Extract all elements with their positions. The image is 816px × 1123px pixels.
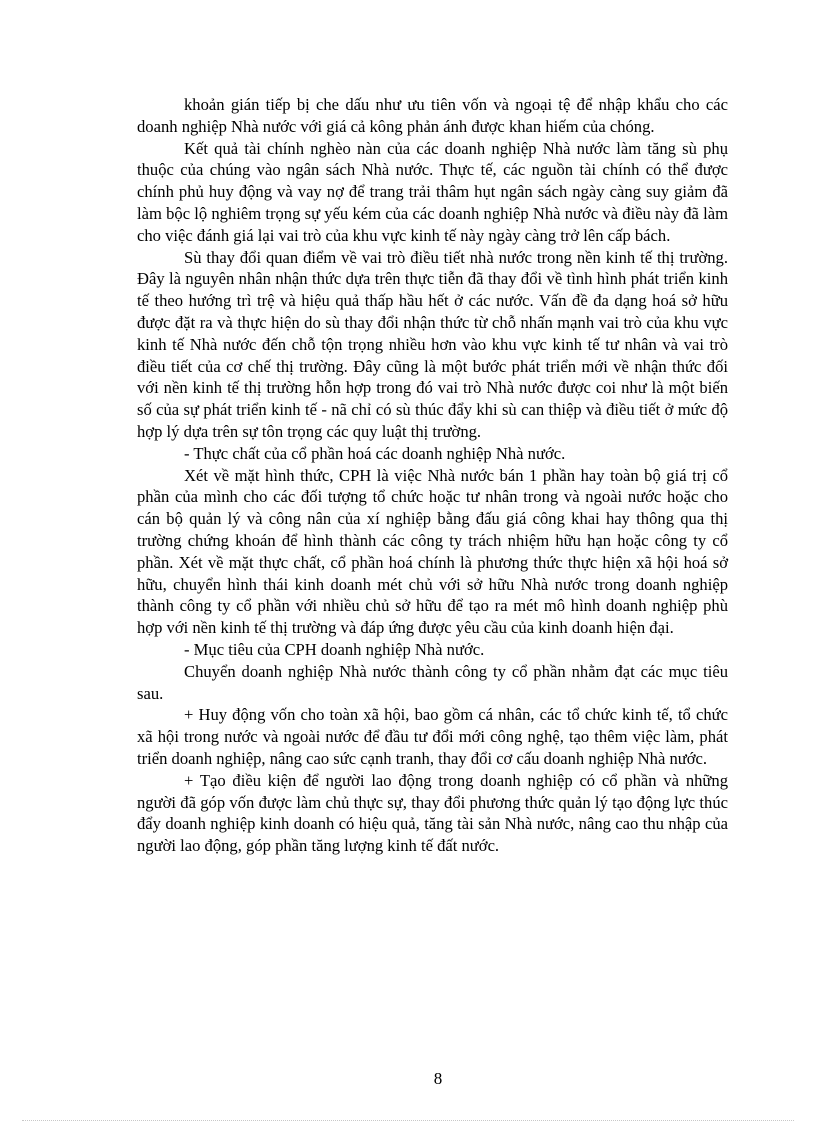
paragraph: Chuyển doanh nghiệp Nhà nước thành công ty cổ phần nhằm đạt các mục tiêu sau. [137,661,728,703]
paragraph: Xét về mặt hình thức, CPH là việc Nhà nước bán 1 phần hay toàn bộ giá trị cổ phần của mình cho các đối tượng tổ chức hoặc tư nhân trong và ngoài nước hoặc cho cán bộ quản lý và công nân của xí nghiệp bằng đấu giá công khai hay thông qua thị trường chứng khoán để hình thành các công ty trách nhiệm hữu hạn hoặc công ty cổ phần. Xét về mặt thực chất, cổ phần hoá chính là phương thức thực hiện xã hội hoá sở hữu, chuyển hình thái kinh doanh mét chủ với sở hữu Nhà nước trong doanh nghiệp thành công ty cổ phần với nhiều chủ sở hữu để tạo ra mét mô hình doanh nghiệp phù hợp với nền kinh tế thị trường và đáp ứng được yêu cầu của kinh doanh hiện đại. [137,465,728,638]
paragraph: Sù thay đổi quan điểm về vai trò điều tiết nhà nước trong nền kinh tế thị trường. Đây là nguyên nhân nhận thức dựa trên thực tiễn đã thay đổi về tình hình phát triển kinh tế theo hướng trì trệ và hiệu quả thấp hầu hết ở các nước. Vấn đề đa dạng hoá sở hữu được đặt ra và thực hiện do sù thay đổi nhận thức từ chỗ nhấn mạnh vai trò của khu vực kinh tế Nhà nước đến chỗ tộn trọng nhiều hơn vào khu vực kinh tế tư nhân và vai trò điều tiết của cơ chế thị trường. Đây cũng là một bước phát triển mới về nhận thức đối với nền kinh tế thị trường hỗn hợp trong đó vai trò Nhà nước được coi như là một biến số của sự phát triển kinh tế - nã chỉ có sù thúc đẩy khi sù can thiệp và điều tiết ở mức độ hợp lý dựa trên sự tôn trọng các quy luật thị trường. [137,247,728,441]
paragraph: Kết quả tài chính nghèo nàn của các doanh nghiệp Nhà nước làm tăng sù phụ thuộc của chúng vào ngân sách Nhà nước. Thực tế, các nguồn tài chính có thể được chính phủ huy động và vay nợ để trang trải thâm hụt ngân sách ngày càng suy giảm đã làm bộc lộ nghiêm trọng sự yếu kém của các doanh nghiệp Nhà nước và điều này đã làm cho việc đánh giá lại vai trò của khu vực kinh tế này ngày càng trở lên cấp bách. [137,138,728,245]
section-heading: - Mục tiêu của CPH doanh nghiệp Nhà nước. [184,639,485,659]
paragraph: khoản gián tiếp bị che dấu như ưu tiên vốn và ngoại tệ để nhập khẩu cho các doanh nghiệp Nhà nước với giá cả kông phản ánh được khan hiếm của chóng. [137,95,728,136]
section-heading: - Thực chất của cổ phần hoá các doanh nghiệp Nhà nước. [184,443,566,463]
list-item: + Tạo điều kiện để người lao động trong doanh nghiệp có cổ phần và những người đã góp vốn được làm chủ thực sự, thay đổi phương thức quản lý tạo động lực thúc đẩy doanh nghiệp kinh doanh có hiệu quả, tăng tài sản Nhà nước, nâng cao thu nhập của người lao động, góp phần tăng lượng kinh tế đất nước. [137,770,728,856]
list-item: + Huy động vốn cho toàn xã hội, bao gồm cá nhân, các tổ chức kinh tế, tổ chức xã hội trong nước và ngoài nước để đầu tư đổi mới công nghệ, tạo thêm việc làm, phát triển doanh nghiệp, nâng cao sức cạnh tranh, thay đổi cơ cấu doanh nghiệp Nhà nước. [137,705,728,768]
page-number: 8 [433,1069,443,1088]
body-text [137,94,728,857]
page-bottom-divider [22,1120,794,1121]
